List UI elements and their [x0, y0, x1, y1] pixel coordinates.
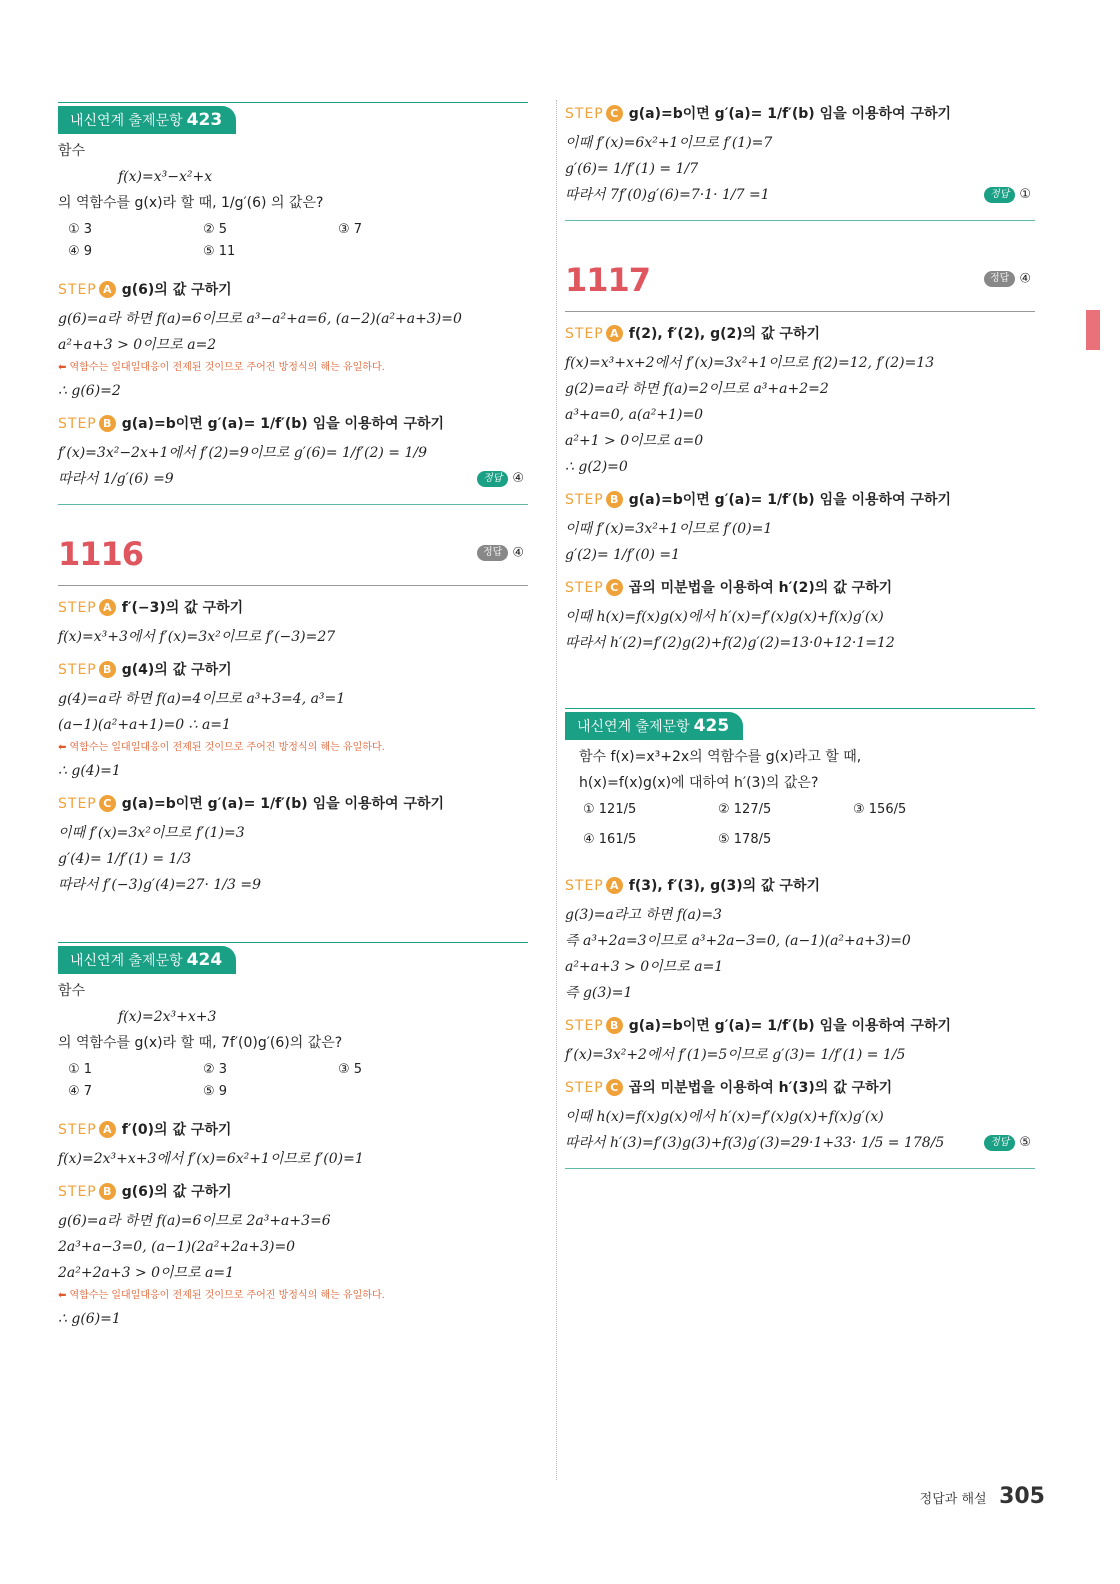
choice-1[interactable]: ① 3 [68, 222, 93, 237]
solution-line: g(2)=a라 하면 f(a)=2이므로 a³+a+2=2 [565, 381, 829, 397]
solution-line: g(3)=a라고 하면 f(a)=3 [565, 907, 722, 923]
choice-2[interactable]: ② 127/5 [718, 802, 772, 817]
step-a-header: STEP A f(2), f′(2), g(2)의 값 구하기 [565, 326, 820, 342]
solution-line: a²+a+3 > 0이므로 a=1 [565, 959, 724, 975]
question-formula: f(x)=2x³+x+3 [118, 1009, 217, 1025]
choice-2[interactable]: ② 3 [203, 1062, 228, 1077]
step-b-header: STEP B g(6)의 값 구하기 [58, 1184, 232, 1200]
solution-line: 따라서 h′(2)=f′(2)g(2)+f(2)g′(2)=13·0+12·1=12 [565, 635, 895, 651]
answer-choices [68, 1062, 528, 1106]
solution-line: 이때 f′(x)=6x²+1이므로 f′(1)=7 [565, 135, 773, 151]
section-separator [565, 1168, 1035, 1169]
solution-line: f′(x)=3x²−2x+1에서 f′(2)=9이므로 g′(6)= 1/f′(2) = 1/9 [58, 445, 427, 461]
page-footer [920, 1484, 1045, 1509]
choice-5[interactable]: ⑤ 11 [203, 244, 236, 259]
step-a-header: STEP A f(3), f′(3), g(3)의 값 구하기 [565, 878, 820, 894]
problem-number: 1116 [58, 535, 144, 573]
answer-mark [477, 545, 524, 561]
banner-label: 내신연계 출제문항 [70, 953, 183, 969]
choice-3[interactable]: ③ 7 [338, 222, 363, 237]
solution-line: 따라서 f′(−3)g′(4)=27· 1/3 =9 [58, 877, 261, 893]
solution-line: a³+a=0, a(a²+1)=0 [565, 407, 704, 423]
banner-number: 425 [693, 716, 730, 736]
solution-line: 이때 h(x)=f(x)g(x)에서 h′(x)=f′(x)g(x)+f(x)g′(x) [565, 1109, 884, 1125]
solution-line: 즉 a³+2a=3이므로 a³+2a−3=0, (a−1)(a²+a+3)=0 [565, 933, 911, 949]
solution-line: f(x)=2x³+x+3에서 f′(x)=6x²+1이므로 f′(0)=1 [58, 1151, 364, 1167]
answer-mark [984, 184, 1031, 206]
question-text: 함수 [58, 983, 86, 999]
solution-line-text: 따라서 1/g′(6) =9 [58, 471, 174, 487]
answer-badge: 정답 [477, 545, 508, 561]
problem-423-banner [58, 100, 528, 134]
problem-425-banner [565, 706, 1035, 740]
section-separator [58, 504, 528, 505]
answer-value: ⑤ [1019, 1135, 1031, 1150]
answer-value: ① [1019, 187, 1031, 202]
solution-line: g′(6)= 1/f′(1) = 1/7 [565, 161, 699, 177]
banner-number: 423 [186, 110, 223, 130]
solution-line: 2a²+2a+3 > 0이므로 a=1 [58, 1265, 235, 1281]
choice-3[interactable]: ③ 156/5 [853, 802, 907, 817]
choice-3[interactable]: ③ 5 [338, 1062, 363, 1077]
column-divider [556, 100, 557, 1480]
answer-badge: 정답 [984, 271, 1015, 287]
step-a-header: STEP A f′(0)의 값 구하기 [58, 1122, 232, 1138]
problem-number: 1117 [565, 261, 651, 299]
header-rule [565, 311, 1035, 312]
answer-mark [477, 468, 524, 490]
solution-line: g(6)=a라 하면 f(a)=6이므로 a³−a²+a=6, (a−2)(a²+a+3)=0 [58, 311, 462, 327]
solution-line: f(x)=x³+x+2에서 f′(x)=3x²+1이므로 f(2)=12, f′(2)=13 [565, 355, 935, 371]
choice-5[interactable]: ⑤ 9 [203, 1084, 228, 1099]
solution-line-text: 따라서 7f′(0)g′(6)=7·1· 1/7 =1 [565, 187, 770, 203]
step-a-header: STEP A f′(−3)의 값 구하기 [58, 600, 244, 616]
answer-choices [583, 802, 1035, 862]
answer-badge: 정답 [477, 471, 508, 487]
answer-mark [984, 1132, 1031, 1154]
solution-note: ⬅ 역함수는 일대일대응이 전제된 것이므로 주어진 방정식의 해는 유일하다. [58, 362, 385, 373]
solution-line: g(4)=a라 하면 f(a)=4이므로 a³+3=4, a³=1 [58, 691, 346, 707]
solution-line: f(x)=x³+3에서 f′(x)=3x²이므로 f′(−3)=27 [58, 629, 336, 645]
banner-label: 내신연계 출제문항 [577, 719, 690, 735]
solution-line: ∴ g(6)=1 [58, 1311, 121, 1327]
choice-4[interactable]: ④ 7 [68, 1084, 93, 1099]
choice-5[interactable]: ⑤ 178/5 [718, 832, 772, 847]
solution-line: g(6)=a라 하면 f(a)=6이므로 2a³+a+3=6 [58, 1213, 331, 1229]
question-text: 의 역함수를 g(x)라 할 때, 1/g′(6) 의 값은? [58, 195, 324, 211]
answer-value: ④ [512, 545, 524, 561]
step-a-header: STEP A g(6)의 값 구하기 [58, 282, 232, 298]
question-text: h(x)=f(x)g(x)에 대하여 h′(3)의 값은? [579, 775, 819, 791]
problem-424-banner [58, 940, 528, 974]
solution-line: 즉 g(3)=1 [565, 985, 633, 1001]
solution-line: a²+1 > 0이므로 a=0 [565, 433, 704, 449]
solution-line: 이때 f′(x)=3x²이므로 f′(1)=3 [58, 825, 245, 841]
solution-line: (a−1)(a²+a+1)=0 ∴ a=1 [58, 717, 231, 733]
step-c-header: STEP C 곱의 미분법을 이용하여 h′(2)의 값 구하기 [565, 580, 893, 596]
answer-value: ④ [1019, 271, 1031, 287]
banner-number: 424 [186, 950, 223, 970]
step-b-header: STEP B g(4)의 값 구하기 [58, 662, 232, 678]
solution-line: g′(4)= 1/f′(1) = 1/3 [58, 851, 192, 867]
footer-label: 정답과 해설 [919, 1492, 987, 1507]
solution-line [58, 468, 528, 490]
problem-1117-header [565, 261, 1035, 307]
solution-line: g′(2)= 1/f′(0) =1 [565, 547, 681, 563]
solution-line: 이때 f′(x)=3x²+1이므로 f′(0)=1 [565, 521, 773, 537]
solution-line: ∴ g(4)=1 [58, 763, 121, 779]
answer-badge: 정답 [984, 187, 1015, 203]
step-b-header: STEP B g(a)=b이면 g′(a)= 1/f′(b) 임을 이용하여 구하기 [58, 416, 445, 432]
banner-label: 내신연계 출제문항 [70, 113, 183, 129]
header-rule [58, 585, 528, 586]
left-column [58, 100, 528, 1334]
choice-4[interactable]: ④ 9 [68, 244, 93, 259]
answer-mark [984, 271, 1031, 287]
solution-line: a²+a+3 > 0이므로 a=2 [58, 337, 217, 353]
solution-line: f′(x)=3x²+2에서 f′(1)=5이므로 g′(3)= 1/f′(1) = 1/5 [565, 1047, 906, 1063]
solution-line: 2a³+a−3=0, (a−1)(2a²+2a+3)=0 [58, 1239, 296, 1255]
solution-line-text: 따라서 h′(3)=f′(3)g(3)+f(3)g′(3)=29·1+33· 1/5 = 178/5 [565, 1135, 945, 1151]
question-formula: f(x)=x³−x²+x [118, 169, 213, 185]
choice-1[interactable]: ① 121/5 [583, 802, 637, 817]
answer-choices [68, 222, 528, 266]
step-b-header: STEP B g(a)=b이면 g′(a)= 1/f′(b) 임을 이용하여 구하기 [565, 492, 952, 508]
chapter-side-tab [1086, 310, 1100, 350]
answer-value: ④ [512, 471, 524, 486]
right-column [565, 100, 1035, 1169]
step-b-header: STEP B g(a)=b이면 g′(a)= 1/f′(b) 임을 이용하여 구하기 [565, 1018, 952, 1034]
solution-line: ∴ g(6)=2 [58, 383, 121, 399]
solution-line: ∴ g(2)=0 [565, 459, 628, 475]
solution-line [565, 184, 1035, 206]
answer-badge: 정답 [984, 1135, 1015, 1151]
solution-note: ⬅ 역함수는 일대일대응이 전제된 것이므로 주어진 방정식의 해는 유일하다. [58, 742, 385, 753]
solution-line [565, 1132, 1035, 1154]
choice-4[interactable]: ④ 161/5 [583, 832, 637, 847]
choice-2[interactable]: ② 5 [203, 222, 228, 237]
question-text: 함수 [58, 143, 86, 159]
step-c-header: STEP C g(a)=b이면 g′(a)= 1/f′(b) 임을 이용하여 구하기 [58, 796, 445, 812]
solution-line: 이때 h(x)=f(x)g(x)에서 h′(x)=f′(x)g(x)+f(x)g′(x) [565, 609, 884, 625]
step-c-header: STEP C 곱의 미분법을 이용하여 h′(3)의 값 구하기 [565, 1080, 893, 1096]
question-text: 함수 f(x)=x³+2x의 역함수를 g(x)라고 할 때, [579, 749, 862, 765]
question-text: 의 역함수를 g(x)라 할 때, 7f′(0)g′(6)의 값은? [58, 1035, 343, 1051]
choice-1[interactable]: ① 1 [68, 1062, 93, 1077]
problem-1116-header [58, 535, 528, 581]
solution-note: ⬅ 역함수는 일대일대응이 전제된 것이므로 주어진 방정식의 해는 유일하다. [58, 1290, 385, 1301]
step-c-header: STEP C g(a)=b이면 g′(a)= 1/f′(b) 임을 이용하여 구하기 [565, 106, 952, 122]
section-separator [565, 220, 1035, 221]
page-number: 305 [999, 1484, 1045, 1509]
